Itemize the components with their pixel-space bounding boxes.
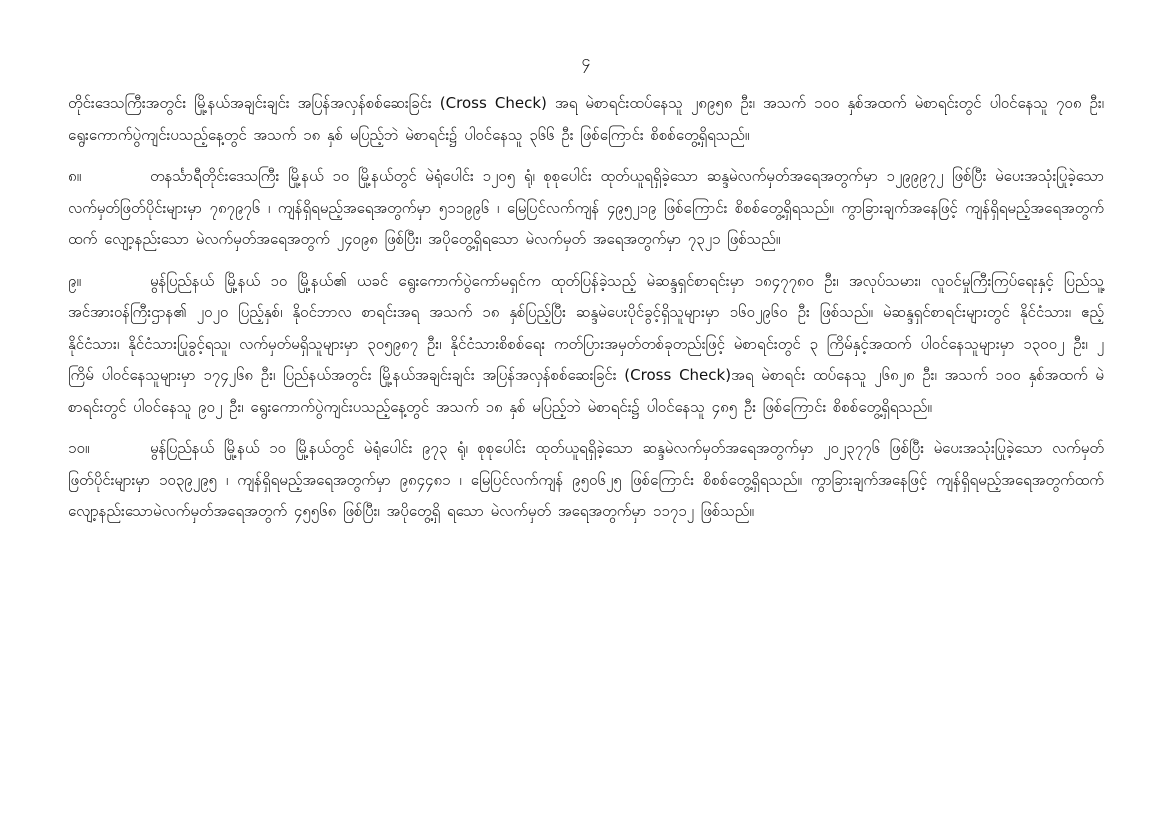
paragraph-text: မွန်ပြည်နယ် မြို့နယ် ၁၀ မြို့နယ်၏ ယခင် ရွေးကောက်ပွဲကော်မရှင်က ထုတ်ပြန်ခဲ့သည့် မဲဆန္ဒရှင်စာရင်းမှာ ၁၈၄၇၇၈၀ ဦး၊ အလုပ်သမား၊ လူဝင်မှုကြီးကြပ်ရေးနှင့် ပြည်သူ့အင်အားဝန်ကြီးဌာန၏ ၂၀၂၀ ပြည့်နှစ်၊ နိုဝင်ဘာလ စာရင်းအရ အသက် ၁၈ နှစ်ပြည့်ပြီး ဆန္ဒမဲပေးပိုင်ခွင့်ရှိသူများမှာ ၁၆၀၂၉၆၀ ဦး ဖြစ်သည်။ မဲဆန္ဒရှင်စာရင်းများတွင် နိုင်ငံသား၊ ဧည့်နိုင်ငံသား၊ နိုင်ငံသားပြုခွင့်ရသူ၊ လက်မှတ်မရှိသူများမှာ ၃၀၅၉၈၇ ဦး၊ နိုင်ငံသားစိစစ်ရေး ကတ်ပြားအမှတ်တစ်ခုတည်းဖြင့် မဲစာရင်းတွင် ၃ ကြိမ်နှင့်အထက် ပါဝင်နေသူများမှာ ၁၃၀၀၂ ဦး၊ ၂ ကြိမ် ပါဝင်နေသူများမှာ ၁၇၄၂၆၈ ဦး၊ ပြည်နယ်အတွင်း မြို့နယ်အချင်းချင်း အပြန်အလှန်စစ်ဆေးခြင်း (Cross Check)အရ မဲစာရင်း ထပ်နေသူ ၂၆၈၂၈ ဦး၊ အသက် ၁၀၀ နှစ်အထက် မဲစာရင်းတွင် ပါဝင်နေသူ ၉၀၂ ဦး၊ ရွေးကောက်ပွဲကျင်းပသည့်နေ့တွင် အသက် ၁၈ နှစ် မပြည့်ဘဲ မဲစာရင်း၌ ပါဝင်နေသူ ၄၈၅ ဦး ဖြစ်ကြောင်း စိစစ်တွေ့ရှိရသည်။	[68, 271, 1104, 416]
paragraph-9	[68, 266, 1104, 424]
paragraph-10	[68, 433, 1104, 528]
document-body	[68, 88, 1104, 538]
paragraph-number: ၁၀။	[68, 439, 90, 457]
paragraph-8	[68, 161, 1104, 256]
paragraph-number: ၉။	[68, 271, 81, 290]
paragraph-number: ၈။	[68, 167, 82, 185]
paragraph-text: တိုင်းဒေသကြီးအတွင်း မြို့နယ်အချင်းချင်း အပြန်အလှန်စစ်ဆေးခြင်း (Cross Check) အရ မဲစာရင်းထပ်နေသူ ၂၈၉၅၈ ဦး၊ အသက် ၁၀၀ နှစ်အထက် မဲစာရင်းတွင် ပါဝင်နေသူ ၇၀၈ ဦး၊ ရွေးကောက်ပွဲကျင်းပသည့်နေ့တွင် အသက် ၁၈ နှစ် မပြည့်ဘဲ မဲစာရင်း၌ ပါဝင်နေသူ ၃၆၆ ဦး ဖြစ်ကြောင်း စိစစ်တွေ့ရှိရသည်။	[68, 94, 1104, 144]
page-number: ၄	[581, 51, 591, 70]
paragraph-continuation	[68, 88, 1104, 151]
paragraph-text: မွန်ပြည်နယ် မြို့နယ် ၁၀ မြို့နယ်တွင် မဲရုံပေါင်း ၉၇၃ ရုံ၊ စုစုပေါင်း ထုတ်ယူရရှိခဲ့သော ဆန္ဒမဲလက်မှတ်အရေအတွက်မှာ ၂၀၂၃၇၇၆ ဖြစ်ပြီး မဲပေးအသုံးပြုခဲ့သော လက်မှတ်ဖြတ်ပိုင်းများမှာ ၁၀၃၉၂၉၅ ၊ ကျန်ရှိရမည့်အရေအတွက်မှာ ၉၈၄၄၈၁ ၊ မြေပြင်လက်ကျန် ၉၅၀၆၂၅ ဖြစ်ကြောင်း စိစစ်တွေ့ရှိရသည်။ ကွာခြားချက်အနေဖြင့် ကျန်ရှိရမည့်အရေအတွက်ထက် လျော့နည်းသောမဲလက်မှတ်အရေအတွက် ၄၅၅၆၈ ဖြစ်ပြီး၊ အပိုတွေ့ရှိ ရသော မဲလက်မှတ် အရေအတွက်မှာ ၁၁၇၁၂ ဖြစ်သည်။	[68, 439, 1104, 520]
paragraph-text: တနင်္သာရီတိုင်းဒေသကြီး မြို့နယ် ၁၀ မြို့နယ်တွင် မဲရုံပေါင်း ၁၂၀၅ ရုံ၊ စုစုပေါင်း ထုတ်ယူရရှိခဲ့သော ဆန္ဒမဲလက်မှတ်အရေအတွက်မှာ ၁၂၉၉၉၇၂ ဖြစ်ပြီး မဲပေးအသုံးပြုခဲ့သော လက်မှတ်ဖြတ်ပိုင်းများမှာ ၇၈၇၉၇၆ ၊ ကျန်ရှိရမည့်အရေအတွက်မှာ ၅၁၁၉၉၆ ၊ မြေပြင်လက်ကျန် ၄၉၅၂၁၉ ဖြစ်ကြောင်း စိစစ်တွေ့ရှိရသည်။ ကွာခြားချက်အနေဖြင့် ကျန်ရှိရမည့်အရေအတွက်ထက် လျော့နည်းသော မဲလက်မှတ်အရေအတွက် ၂၄၀၉၈ ဖြစ်ပြီး၊ အပိုတွေ့ရှိရသော မဲလက်မှတ် အရေအတွက်မှာ ၇၃၂၁ ဖြစ်သည်။	[68, 167, 1104, 248]
